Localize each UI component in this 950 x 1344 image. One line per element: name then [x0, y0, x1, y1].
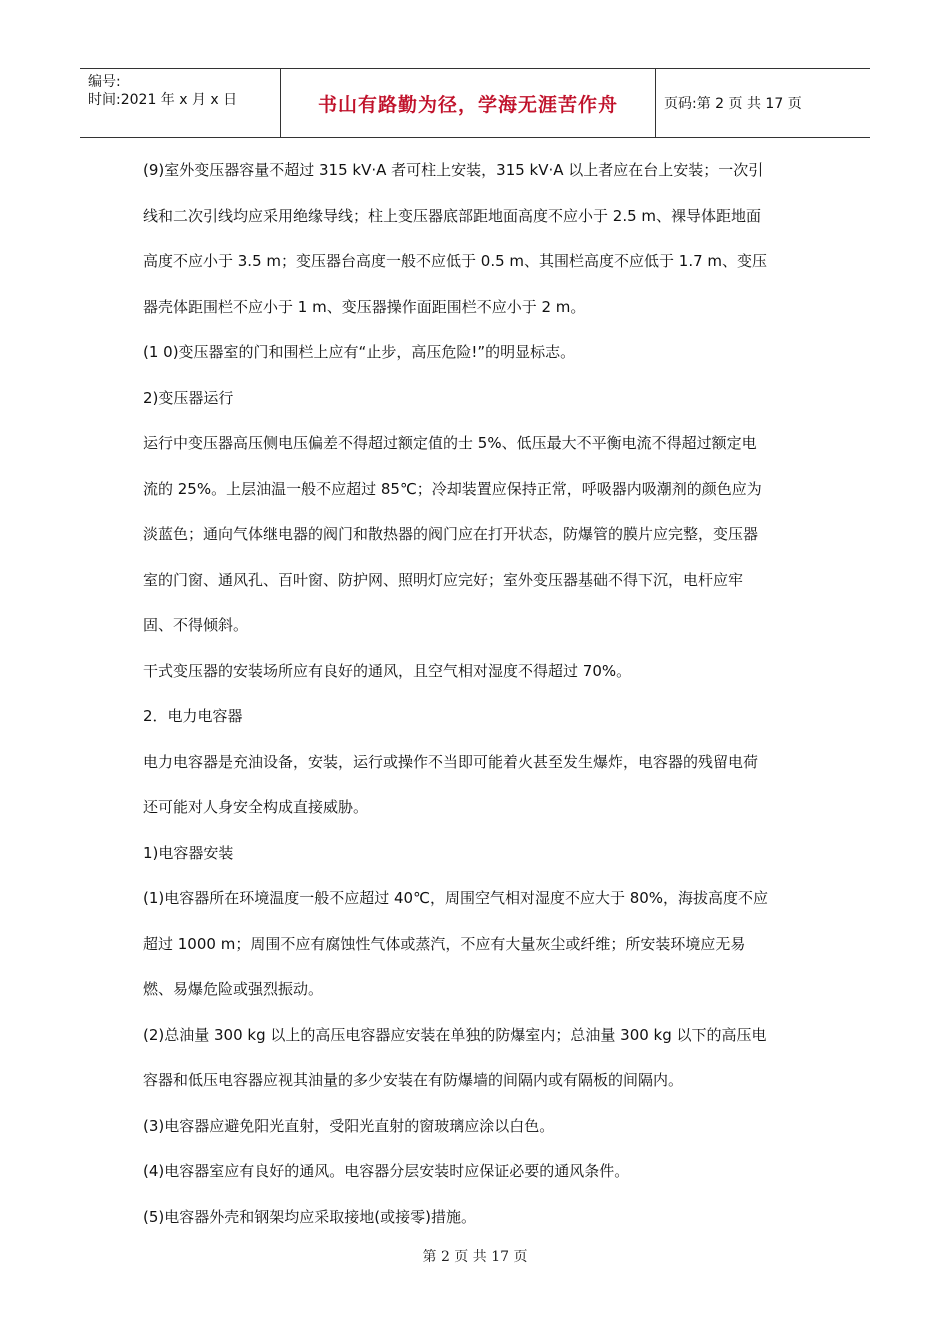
- body-line: (3)电容器应避免阳光直射，受阳光直射的窗玻璃应涂以白色。: [143, 1116, 555, 1135]
- body-line: 干式变压器的安装场所应有良好的通风，且空气相对湿度不得超过 70%。: [143, 661, 632, 680]
- body-line: 燃、易爆危险或强烈振动。: [143, 980, 324, 998]
- body-line: 电力电容器是充油设备，安装，运行或操作不当即可能着火甚至发生爆炸，电容器的残留电荷: [143, 752, 759, 771]
- body-line: 线和二次引线均应采用绝缘导线；柱上变压器底部距地面高度不应小于 2.5 m、裸导体距地面: [143, 206, 762, 225]
- body-line: (1)电容器所在环境温度一般不应超过 40℃，周围空气相对湿度不应大于 80%，海拔高度不应: [143, 889, 769, 907]
- motto-text: 书山有路勤为径，学海无涯苦作舟: [317, 93, 618, 116]
- section-heading: 2)变压器运行: [143, 388, 234, 407]
- body-line: 高度不应小于 3.5 m；变压器台高度一般不应低于 0.5 m、其围栏高度不应低于 1.7 m、变压: [143, 252, 768, 270]
- body-line: 超过 1000 m；周围不应有腐蚀性气体或蒸汽，不应有大量灰尘或纤维；所安装环境应无易: [143, 934, 746, 953]
- body-line: 运行中变压器高压侧电压偏差不得超过额定值的士 5%、低压最大不平衡电流不得超过额定电: [143, 434, 757, 452]
- document-time-label: 时间:2021 年 x 月 x 日: [88, 92, 238, 108]
- body-line: (1 0)变压器室的门和围栏上应有“止步，高压危险!”的明显标志。: [143, 343, 576, 361]
- body-line: 室的门窗、通风孔、百叶窗、防护网、照明灯应完好；室外变压器基础不得下沉，电杆应牢: [143, 570, 744, 589]
- body-line: 淡蓝色；通向气体继电器的阀门和散热器的阀门应在打开状态，防爆管的膜片应完整，变压器: [143, 525, 759, 543]
- body-line: 还可能对人身安全构成直接威胁。: [143, 798, 369, 816]
- header-meta-cell: [80, 69, 280, 137]
- document-body: [143, 148, 815, 1240]
- body-line: (4)电容器室应有良好的通风。电容器分层安装时应保证必要的通风条件。: [143, 1162, 630, 1180]
- body-line: 容器和低压电容器应视其油量的多少安装在有防爆墙的间隔内或有隔板的间隔内。: [143, 1071, 684, 1089]
- header-table: [80, 68, 870, 138]
- body-line: 器壳体距围栏不应小于 1 m、变压器操作面距围栏不应小于 2 m。: [143, 297, 586, 316]
- body-line: (5)电容器外壳和钢架均应采取接地(或接零)措施。: [143, 1207, 476, 1226]
- section-heading: 1)电容器安装: [143, 843, 234, 862]
- body-line: (2)总油量 300 kg 以上的高压电容器应安装在单独的防爆室内；总油量 300 kg 以下的高压电: [143, 1025, 767, 1044]
- header-page-info: 页码:第 2 页 共 17 页: [664, 96, 802, 112]
- header-motto-cell: [280, 69, 656, 137]
- page-footer: 第 2 页 共 17 页: [422, 1249, 528, 1265]
- body-line: (9)室外变压器容量不超过 315 kV·A 者可柱上安装，315 kV·A 以上者应在台上安装；一次引: [143, 161, 764, 179]
- body-line: 流的 25%。上层油温一般不应超过 85℃；冷却装置应保持正常，呼吸器内吸潮剂的颜色应为: [143, 479, 762, 498]
- header-page-cell: [656, 69, 870, 137]
- document-number-label: 编号:: [88, 74, 121, 90]
- section-heading: 2．电力电容器: [143, 707, 243, 725]
- body-line: 固、不得倾斜。: [143, 616, 249, 634]
